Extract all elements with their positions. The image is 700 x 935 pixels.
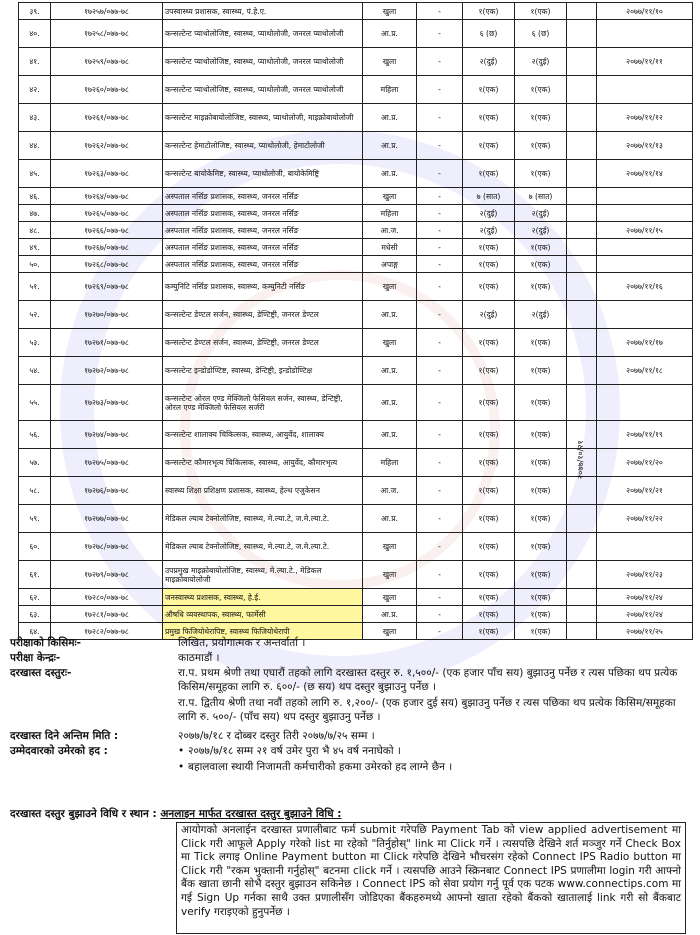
table-row — [19, 421, 693, 449]
row-serial: ६४. — [19, 623, 51, 640]
table-row — [19, 3, 693, 20]
row-group: खुला — [363, 533, 417, 561]
row-post-name: कन्सल्टेन्ट ओरल एण्ड मेक्जिलो फेसियल सर्जन, स्वास्थ्य, डेन्टिष्ट्री, ओरल एण्ड मेक्जिलो फेसियल सर्जरी — [163, 385, 363, 421]
row-blank — [567, 329, 597, 357]
row-total-count: १(एक) — [515, 357, 567, 385]
row-exam-date — [597, 205, 693, 222]
row-exam-date: २०७७/११/२२ — [597, 505, 693, 533]
row-exam-date: २०७७/११/२५ — [597, 623, 693, 640]
row-total-count: १(एक) — [515, 533, 567, 561]
row-exam-date: २०७७/११/१२ — [597, 104, 693, 132]
row-total-count: १(एक) — [515, 623, 567, 640]
table-row — [19, 273, 693, 301]
row-post-name: अस्पताल नर्सिङ प्रशासक, स्वास्थ्य, जनरल नर्सिङ — [163, 222, 363, 239]
row-open-count: १(एक) — [463, 561, 515, 589]
payment-heading-label: दरखास्त दस्तुर बुझाउने विधि र स्थान : — [10, 808, 157, 820]
row-blank — [567, 188, 597, 205]
table-row — [19, 132, 693, 160]
row-exam-date — [597, 385, 693, 421]
row-group: खुला — [363, 623, 417, 640]
row-exam-date: २०७७/११/२४ — [597, 589, 693, 606]
row-total-count: १(एक) — [515, 505, 567, 533]
row-internal: - — [417, 589, 463, 606]
row-post-name: मेडिकल ल्याब टेक्नोलोजिष्ट, स्वास्थ्य, मे.ल्या.टे, ज.मे.ल्या.टे. — [163, 505, 363, 533]
table-row — [19, 205, 693, 222]
row-group: आ.प्र. — [363, 160, 417, 188]
row-open-count: १(एक) — [463, 76, 515, 104]
row-ad-number: १७२६९/०७७-७८ — [51, 273, 163, 301]
table-row — [19, 301, 693, 329]
row-open-count: १(एक) — [463, 104, 515, 132]
table-row — [19, 222, 693, 239]
exam-info — [10, 636, 690, 806]
row-internal: - — [417, 606, 463, 623]
row-group: आ.ज. — [363, 222, 417, 239]
row-post-name: कन्सल्टेन्ट कौमारभृत्य चिकित्सक, स्वास्थ्य, आयुर्वेद, कौमारभृत्य — [163, 449, 363, 477]
row-total-count: १(एक) — [515, 76, 567, 104]
table-row — [19, 606, 693, 623]
row-serial: ४३. — [19, 104, 51, 132]
row-post-name: कन्सल्टेन्ट इन्डोडोण्टिष्ट, स्वास्थ्य, डेन्टिष्ट्री, इन्डोडोण्टिक्ष — [163, 357, 363, 385]
row-internal: - — [417, 477, 463, 505]
row-blank — [567, 385, 597, 421]
row-serial: ४१. — [19, 48, 51, 76]
row-ad-number: १७२५७/०७७-७८ — [51, 3, 163, 20]
row-group: अपाङ्ग — [363, 256, 417, 273]
table-row — [19, 48, 693, 76]
table-row — [19, 477, 693, 505]
row-ad-number: १७२६०/०७७-७८ — [51, 76, 163, 104]
row-blank — [567, 256, 597, 273]
row-serial: ६२. — [19, 589, 51, 606]
row-serial: ६३. — [19, 606, 51, 623]
row-open-count: १(एक) — [463, 273, 515, 301]
row-exam-date — [597, 20, 693, 48]
row-serial: ६१. — [19, 561, 51, 589]
row-exam-date — [597, 533, 693, 561]
row-ad-number: १७२७८/०७७-७८ — [51, 533, 163, 561]
row-exam-date: २०७७/११/१३ — [597, 132, 693, 160]
row-group: खुला — [363, 188, 417, 205]
row-internal: - — [417, 449, 463, 477]
table-row — [19, 160, 693, 188]
row-group: आ.प्र. — [363, 20, 417, 48]
row-total-count: २(दुई) — [515, 48, 567, 76]
row-exam-date — [597, 76, 693, 104]
row-serial: ४७. — [19, 205, 51, 222]
row-open-count: ६ (छ) — [463, 20, 515, 48]
row-internal: - — [417, 188, 463, 205]
row-internal: - — [417, 76, 463, 104]
row-open-count: १(एक) — [463, 623, 515, 640]
row-internal: - — [417, 160, 463, 188]
row-open-count: १(एक) — [463, 329, 515, 357]
table-row — [19, 188, 693, 205]
row-serial: ४०. — [19, 20, 51, 48]
row-group: महिला — [363, 449, 417, 477]
row-open-count: १(एक) — [463, 256, 515, 273]
row-group: महिला — [363, 205, 417, 222]
row-serial: ५८. — [19, 477, 51, 505]
row-blank — [567, 104, 597, 132]
table-row — [19, 385, 693, 421]
row-group: मधेसी — [363, 239, 417, 256]
row-total-count: १(एक) — [515, 477, 567, 505]
row-ad-number: १७२६५/०७७-७८ — [51, 205, 163, 222]
row-post-name: औषधि व्यवस्थापक, स्वास्थ्य, फार्मेसी — [163, 606, 363, 623]
row-post-name: उपस्वास्थ्य प्रशासक, स्वास्थ्य, पं.हे.ए. — [163, 3, 363, 20]
row-serial: ४५. — [19, 160, 51, 188]
payment-instructions: आयोगको अनलाईन दरखास्त प्रणालीबाट फर्म submit गरेपछि Payment Tab को view applied advertisement मा Click गरी आफूले Apply गरेको list मा रहेको "तिर्नुहोस्" link मा Click गर्ने । त्यसपछि देखिने शर्त मञ्जुर गर्ने Check Box मा Tick लगाइ Online Payment button मा Click गरेपछि देखिने भौचरसंग रहेको Connect IPS Radio button मा Click गरी "रकम भुक्तानी गर्नुहोस्" बटनमा click गर्ने । त्यसपछि आउने स्क्रिनबाट Connect IPS प्रणालीमा login गरी आफ्नो बैंक खाता छानी सोभै दस्तुर बुझाउन सकिनेछ । Connect IPS को सेवा प्रयोग गर्नु पूर्व एक पटक www.connectips.com मा गई Sign Up गर्नका साथै उक्त प्रणालीसँग जोडिएका बैंकहरुमध्ये आफ्नो खाता रहेको बैंकको खातालाई link गरी सो बैंकबाट verify गराइएको हुनुपर्नेछ । — [176, 822, 686, 934]
row-ad-number: १७२८२/०७७-७८ — [51, 623, 163, 640]
row-internal: - — [417, 357, 463, 385]
row-serial: ५०. — [19, 256, 51, 273]
row-internal: - — [417, 20, 463, 48]
table-row — [19, 533, 693, 561]
age-value-1: • २०७७/७/१८ सम्म २१ वर्ष उमेर पुरा भै ४५ वर्ष ननाघेको । — [178, 744, 688, 758]
row-total-count: १(एक) — [515, 160, 567, 188]
row-open-count: १(एक) — [463, 385, 515, 421]
row-post-name: कम्युनिटि नर्सिङ प्रशासक, स्वास्थ्य, कम्युनिटी नर्सिङ — [163, 273, 363, 301]
row-open-count: १(एक) — [463, 477, 515, 505]
row-group: आ.प्र. — [363, 357, 417, 385]
row-open-count: १(एक) — [463, 132, 515, 160]
row-group: आ.प्र. — [363, 505, 417, 533]
row-total-count: १(एक) — [515, 329, 567, 357]
row-post-name: कन्सल्टेन्ट माइक्रोबायोलोजिष्ट, स्वास्थ्य, प्याथोलोजी, माइक्रोबायोलोजी — [163, 104, 363, 132]
row-group: आ.ज. — [363, 477, 417, 505]
row-exam-date: २०७७/११/११ — [597, 48, 693, 76]
row-ad-number: १७२७१/०७७-७८ — [51, 329, 163, 357]
table-row — [19, 76, 693, 104]
row-internal: - — [417, 132, 463, 160]
row-total-count: १(एक) — [515, 606, 567, 623]
row-ad-number: १७२६८/०७७-७८ — [51, 256, 163, 273]
row-post-name: स्वास्थ्य शिक्षा प्रशिक्षण प्रशासक, स्वास्थ्य, हेल्थ एजुकेसन — [163, 477, 363, 505]
row-group: आ.प्र. — [363, 301, 417, 329]
row-ad-number: १७२६३/०७७-७८ — [51, 160, 163, 188]
row-internal: - — [417, 505, 463, 533]
row-open-count: १(एक) — [463, 3, 515, 20]
table-row — [19, 505, 693, 533]
row-blank — [567, 3, 597, 20]
row-group: खुला — [363, 589, 417, 606]
row-open-count: २(दुई) — [463, 222, 515, 239]
row-ad-number: १७२७९/०७७-७८ — [51, 561, 163, 589]
row-ad-number: १७२७५/०७७-७८ — [51, 449, 163, 477]
deadline-value: २०७७/७/१८ र दोब्बर दस्तुर तिरी २०७७/७/२५ सम्म । — [178, 730, 375, 742]
row-internal: - — [417, 273, 463, 301]
row-open-count: १(एक) — [463, 533, 515, 561]
row-group: आ.प्र. — [363, 421, 417, 449]
row-exam-date: २०७७/११/२० — [597, 449, 693, 477]
row-exam-date: २०७७/११/१९ — [597, 421, 693, 449]
row-exam-date: २०७७/११/१० — [597, 3, 693, 20]
row-serial: ४२. — [19, 76, 51, 104]
row-serial: ५२. — [19, 301, 51, 329]
row-exam-date — [597, 239, 693, 256]
row-internal: - — [417, 239, 463, 256]
row-total-count: १(एक) — [515, 273, 567, 301]
row-exam-date: २०७७/११/१८ — [597, 357, 693, 385]
row-ad-number: १७२६६/०७७-७८ — [51, 222, 163, 239]
row-group: खुला — [363, 329, 417, 357]
row-exam-date: २०७७/११/२४ — [597, 606, 693, 623]
row-blank — [567, 132, 597, 160]
row-group: आ.प्र. — [363, 132, 417, 160]
row-post-name: अस्पताल नर्सिङ प्रशासक, स्वास्थ्य, जनरल नर्सिङ — [163, 256, 363, 273]
row-serial: ५४. — [19, 357, 51, 385]
age-values — [178, 744, 688, 774]
row-serial: ५५. — [19, 385, 51, 421]
row-post-name: प्रमुख फिजियोथेरापिष्ट, स्वास्थ्य फिजियोथेरापी — [163, 623, 363, 640]
row-exam-date — [597, 301, 693, 329]
table-row — [19, 239, 693, 256]
row-ad-number: १७२७२/०७७-७८ — [51, 357, 163, 385]
row-internal: - — [417, 222, 463, 239]
row-serial: ४८. — [19, 222, 51, 239]
row-blank — [567, 20, 597, 48]
row-post-name: जनस्वास्थ्य प्रशासक, स्वास्थ्य, हे.ई. — [163, 589, 363, 606]
row-post-name: उपप्रमुख माइक्रोबायोलोजिष्ट, स्वास्थ्य, मे.ल्या.टे., मेडिकल माइक्रोबायोलोजी — [163, 561, 363, 589]
row-post-name: अस्पताल नर्सिङ प्रशासक, स्वास्थ्य, जनरल नर्सिङ — [163, 205, 363, 222]
row-total-count: १(एक) — [515, 385, 567, 421]
row-total-count: १(एक) — [515, 132, 567, 160]
row-internal: - — [417, 533, 463, 561]
row-ad-number: १७२७३/०७७-७८ — [51, 385, 163, 421]
table-row — [19, 20, 693, 48]
row-ad-number: १७२७०/०७७-७८ — [51, 301, 163, 329]
row-internal: - — [417, 421, 463, 449]
row-total-count: २(दुई) — [515, 301, 567, 329]
row-blank — [567, 589, 597, 606]
table-row — [19, 357, 693, 385]
row-exam-date — [597, 256, 693, 273]
row-post-name: कन्सल्टेन्ट प्याथोलोजिष्ट, स्वास्थ्य, प्याथोलोजी, जनरल प्याथोलोजी — [163, 76, 363, 104]
row-post-name: अस्पताल नर्सिङ प्रशासक, स्वास्थ्य, जनरल नर्सिङ — [163, 188, 363, 205]
row-post-name: कन्सल्टेन्ट हेमाटोलोजिष्ट, स्वास्थ्य, प्याथोलोजी, हेमाटोलोजी — [163, 132, 363, 160]
row-open-count: १(एक) — [463, 160, 515, 188]
row-blank — [567, 205, 597, 222]
row-total-count: १(एक) — [515, 104, 567, 132]
row-group: खुला — [363, 561, 417, 589]
row-open-count: १(एक) — [463, 239, 515, 256]
row-exam-date: २०७७/११/२१ — [597, 477, 693, 505]
row-internal: - — [417, 48, 463, 76]
row-post-name: कन्सल्टेन्ट प्याथोलोजिष्ट, स्वास्थ्य, प्याथोलोजी, जनरल प्याथोलोजी — [163, 48, 363, 76]
payment-subheading: अनलाइन मार्फत दरखास्त दस्तुर बुझाउने विधि : — [160, 808, 342, 820]
deadline-label: दरखास्त दिने अन्तिम मिति : — [10, 730, 119, 742]
row-internal: - — [417, 301, 463, 329]
row-blank — [567, 606, 597, 623]
row-total-count: १(एक) — [515, 421, 567, 449]
row-ad-number: १७२६१/०७७-७८ — [51, 104, 163, 132]
row-exam-date: २०७७/११/१७ — [597, 329, 693, 357]
row-open-count: १(एक) — [463, 589, 515, 606]
row-internal: - — [417, 385, 463, 421]
row-internal: - — [417, 256, 463, 273]
row-internal: - — [417, 561, 463, 589]
row-open-count: २(दुई) — [463, 301, 515, 329]
vertical-date: २०७७/१०/२१ — [576, 440, 585, 480]
row-serial: ५९. — [19, 505, 51, 533]
table-row — [19, 329, 693, 357]
row-group: खुला — [363, 3, 417, 20]
row-open-count: ७ (सात) — [463, 188, 515, 205]
row-group: खुला — [363, 273, 417, 301]
row-blank — [567, 561, 597, 589]
row-exam-date: २०७७/११/२३ — [597, 561, 693, 589]
row-blank — [567, 273, 597, 301]
center-value: काठमाडौं । — [178, 652, 220, 664]
vacancy-table — [18, 2, 693, 640]
age-label: उम्मेदवारको उमेरको हद : — [10, 745, 108, 757]
row-exam-date: २०७७/११/१५ — [597, 222, 693, 239]
row-blank — [567, 301, 597, 329]
row-total-count: २(दुई) — [515, 222, 567, 239]
exam-type-label: परीक्षाको किसिमः- — [10, 637, 82, 649]
row-post-name: कन्सल्टेन्ट शालाक्य चिकित्सक, स्वास्थ्य, आयुर्वेद, शालाक्य — [163, 421, 363, 449]
row-total-count: १(एक) — [515, 561, 567, 589]
row-ad-number: १७२८१/०७७-७८ — [51, 606, 163, 623]
row-blank — [567, 533, 597, 561]
row-open-count: २(दुई) — [463, 48, 515, 76]
row-open-count: १(एक) — [463, 505, 515, 533]
row-ad-number: १७२६२/०७७-७८ — [51, 132, 163, 160]
row-post-name: मेडिकल ल्याब टेक्नोलोजिष्ट, स्वास्थ्य, मे.ल्या.टे, ज.मे.ल्या.टे. — [163, 533, 363, 561]
row-total-count: १(एक) — [515, 239, 567, 256]
row-exam-date — [597, 188, 693, 205]
row-open-count: १(एक) — [463, 421, 515, 449]
row-total-count: १(एक) — [515, 589, 567, 606]
center-label: परीक्षा केन्द्रः- — [10, 652, 61, 664]
row-serial: ५७. — [19, 449, 51, 477]
table-row — [19, 256, 693, 273]
row-ad-number: १७२६७/०७७-७८ — [51, 239, 163, 256]
fee-value-2: रा.प. द्वितीय श्रेणी तथा नवौं तहको लागि रु. १,२००/- (एक हजार दुई सय) बुझाउनु पर्नेछ र त्यस पछिका थप प्रत्येक किसिम/समूहका लागि रु. ५००/- (पाँच सय) थप दस्तुर बुझाउनु पर्नेछ । — [178, 697, 676, 723]
row-group: महिला — [363, 76, 417, 104]
row-serial: ५६. — [19, 421, 51, 449]
row-exam-date: २०७७/११/१४ — [597, 160, 693, 188]
row-serial: ४९. — [19, 239, 51, 256]
row-internal: - — [417, 205, 463, 222]
row-ad-number: १७२७४/०७७-७८ — [51, 421, 163, 449]
row-open-count: १(एक) — [463, 449, 515, 477]
row-ad-number: १७२५९/०७७-७८ — [51, 48, 163, 76]
row-total-count: ६ (छ) — [515, 20, 567, 48]
row-serial: ४४. — [19, 132, 51, 160]
table-row — [19, 104, 693, 132]
row-serial: ५१. — [19, 273, 51, 301]
row-post-name: कन्सल्टेन्ट प्याथोलोजिष्ट, स्वास्थ्य, प्याथोलोजी, जनरल प्याथोलोजी — [163, 20, 363, 48]
row-ad-number: १७२६४/०७७-७८ — [51, 188, 163, 205]
row-blank — [567, 48, 597, 76]
fee-value-1: रा.प. प्रथम श्रेणी तथा एघारौं तहको लागि दरखास्त दस्तुर रु. १,५००/- (एक हजार पाँच सय) बुझाउनु पर्नेछ र त्यस पछिका थप प्रत्येक किसिम/समूहका लागि रु. ६००/- (छ सय) थप दस्तुर बुझाउनु पर्नेछ । — [178, 667, 678, 693]
row-total-count: १(एक) — [515, 449, 567, 477]
row-total-count: १(एक) — [515, 256, 567, 273]
exam-type-value: लिखित, प्रयोगात्मक र अन्तर्वार्ता । — [178, 637, 306, 649]
row-blank — [567, 160, 597, 188]
table-row — [19, 561, 693, 589]
row-open-count: १(एक) — [463, 357, 515, 385]
row-ad-number: १७२८०/०७७-७८ — [51, 589, 163, 606]
row-serial: ३९. — [19, 3, 51, 20]
row-blank — [567, 505, 597, 533]
row-serial: ६०. — [19, 533, 51, 561]
row-internal: - — [417, 329, 463, 357]
payment-heading — [10, 807, 341, 821]
row-post-name: कन्सल्टेन्ट डेण्टल सर्जन, स्वास्थ्य, डेण्टिष्ट्री, जनरल डेण्टल — [163, 329, 363, 357]
row-blank — [567, 357, 597, 385]
row-blank — [567, 239, 597, 256]
row-group: आ.प्र. — [363, 104, 417, 132]
row-serial: ४६. — [19, 188, 51, 205]
row-group: खुला — [363, 48, 417, 76]
row-total-count: १(एक) — [515, 3, 567, 20]
row-ad-number: १७२७७/०७७-७८ — [51, 505, 163, 533]
row-ad-number: १७२७६/०७७-७८ — [51, 477, 163, 505]
row-blank — [567, 222, 597, 239]
row-blank — [567, 76, 597, 104]
table-row — [19, 449, 693, 477]
row-group: आ.प्र. — [363, 606, 417, 623]
row-total-count: २(दुई) — [515, 205, 567, 222]
table-row — [19, 589, 693, 606]
row-internal: - — [417, 3, 463, 20]
row-ad-number: १७२५८/०७७-७८ — [51, 20, 163, 48]
age-value-2: • बहालवाला स्थायी निजामती कर्मचारीको हकमा उमेरको हद लाग्ने छैन । — [178, 760, 688, 774]
row-post-name: कन्सल्टेन्ट बायोकेमिष्ट, स्वास्थ्य, प्याथोलोजी, बायोकेमिष्ट्रि — [163, 160, 363, 188]
row-group: आ.प्र. — [363, 385, 417, 421]
row-open-count: १(एक) — [463, 606, 515, 623]
fee-label: दरखास्त दस्तुरः- — [10, 667, 72, 679]
row-exam-date: २०७७/११/१६ — [597, 273, 693, 301]
row-internal: - — [417, 104, 463, 132]
row-serial: ५३. — [19, 329, 51, 357]
row-post-name: कन्सल्टेन्ट डेण्टल सर्जन, स्वास्थ्य, डेण्टिष्ट्री, जनरल डेण्टल — [163, 301, 363, 329]
row-post-name: अस्पताल नर्सिङ प्रशासक, स्वास्थ्य, जनरल नर्सिङ — [163, 239, 363, 256]
row-internal: - — [417, 623, 463, 640]
row-total-count: ७ (सात) — [515, 188, 567, 205]
row-open-count: २(दुई) — [463, 205, 515, 222]
